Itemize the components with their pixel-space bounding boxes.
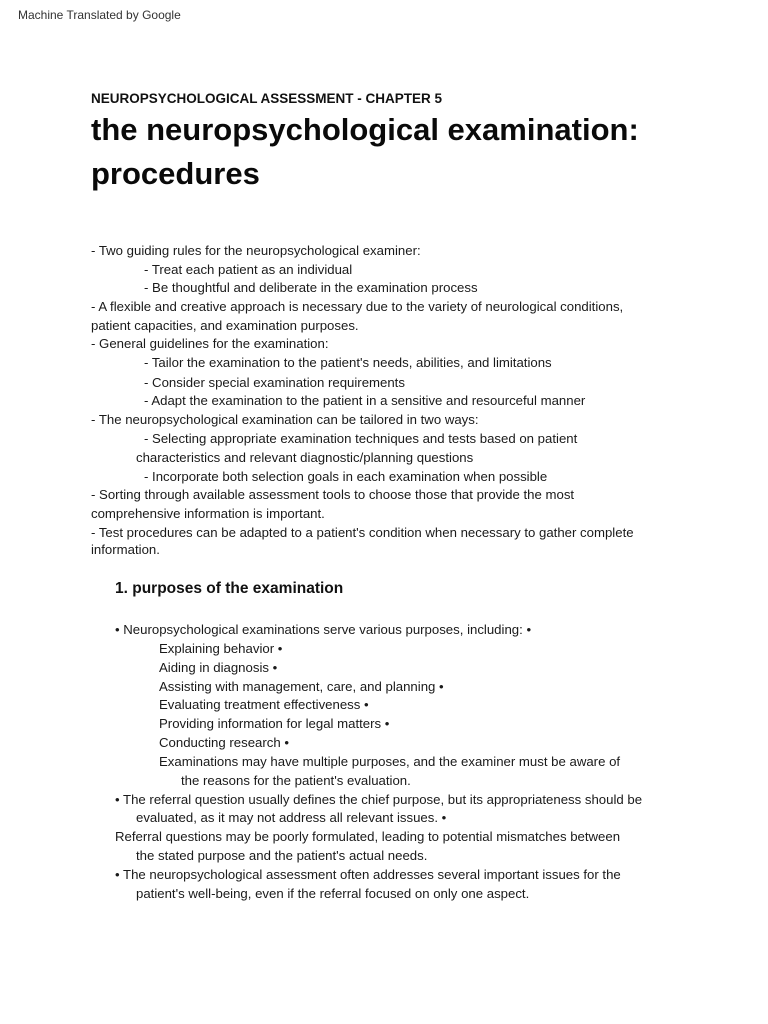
section-heading: 1. purposes of the examination [115,580,344,597]
intro-line: patient capacities, and examination purposes. [91,318,359,333]
intro-line: information. [91,542,160,557]
page-title-line-2: procedures [91,156,260,191]
section-line: • Neuropsychological examinations serve various purposes, including: • [115,622,532,637]
intro-line: - Selecting appropriate examination techniques and tests based on patient [144,431,578,446]
intro-line: - Adapt the examination to the patient in a sensitive and resourceful manner [144,393,586,408]
intro-line: - General guidelines for the examination: [91,336,329,351]
section-line: the reasons for the patient's evaluation. [181,773,411,788]
intro-line: - Be thoughtful and deliberate in the examination process [144,280,478,295]
section-line: Explaining behavior • [159,641,283,656]
section-line: patient's well-being, even if the referral focused on only one aspect. [136,886,530,901]
section-line: Providing information for legal matters • [159,716,390,731]
section-line: evaluated, as it may not address all relevant issues. • [136,810,447,825]
intro-line: - Consider special examination requirements [144,375,405,390]
intro-line: - A flexible and creative approach is necessary due to the variety of neurological conditions, [91,299,624,314]
section-line: • The neuropsychological assessment often addresses several important issues for the [115,867,621,882]
section-line: Evaluating treatment effectiveness • [159,697,369,712]
intro-line: - Sorting through available assessment tools to choose those that provide the most [91,487,575,502]
section-line: • The referral question usually defines the chief purpose, but its appropriateness should be [115,792,643,807]
intro-line: - Test procedures can be adapted to a patient's condition when necessary to gather complete [91,525,634,540]
section-line: Assisting with management, care, and planning • [159,679,444,694]
machine-translation-banner: Machine Translated by Google [18,8,181,22]
intro-line: - Incorporate both selection goals in each examination when possible [144,469,548,484]
intro-line: - Two guiding rules for the neuropsychological examiner: [91,243,421,258]
intro-line: - Treat each patient as an individual [144,262,353,277]
section-line: Examinations may have multiple purposes, and the examiner must be aware of [159,754,621,769]
intro-line: - Tailor the examination to the patient's needs, abilities, and limitations [144,355,552,370]
section-line: the stated purpose and the patient's actual needs. [136,848,428,863]
section-line: Conducting research • [159,735,289,750]
intro-line: comprehensive information is important. [91,506,325,521]
chapter-heading: NEUROPSYCHOLOGICAL ASSESSMENT - CHAPTER 5 [91,91,443,106]
section-line: Aiding in diagnosis • [159,660,278,675]
intro-line: - The neuropsychological examination can be tailored in two ways: [91,412,479,427]
section-line: Referral questions may be poorly formulated, leading to potential mismatches between [115,829,621,844]
page-title-line-1: the neuropsychological examination: [91,112,639,147]
intro-line: characteristics and relevant diagnostic/planning questions [136,450,474,465]
